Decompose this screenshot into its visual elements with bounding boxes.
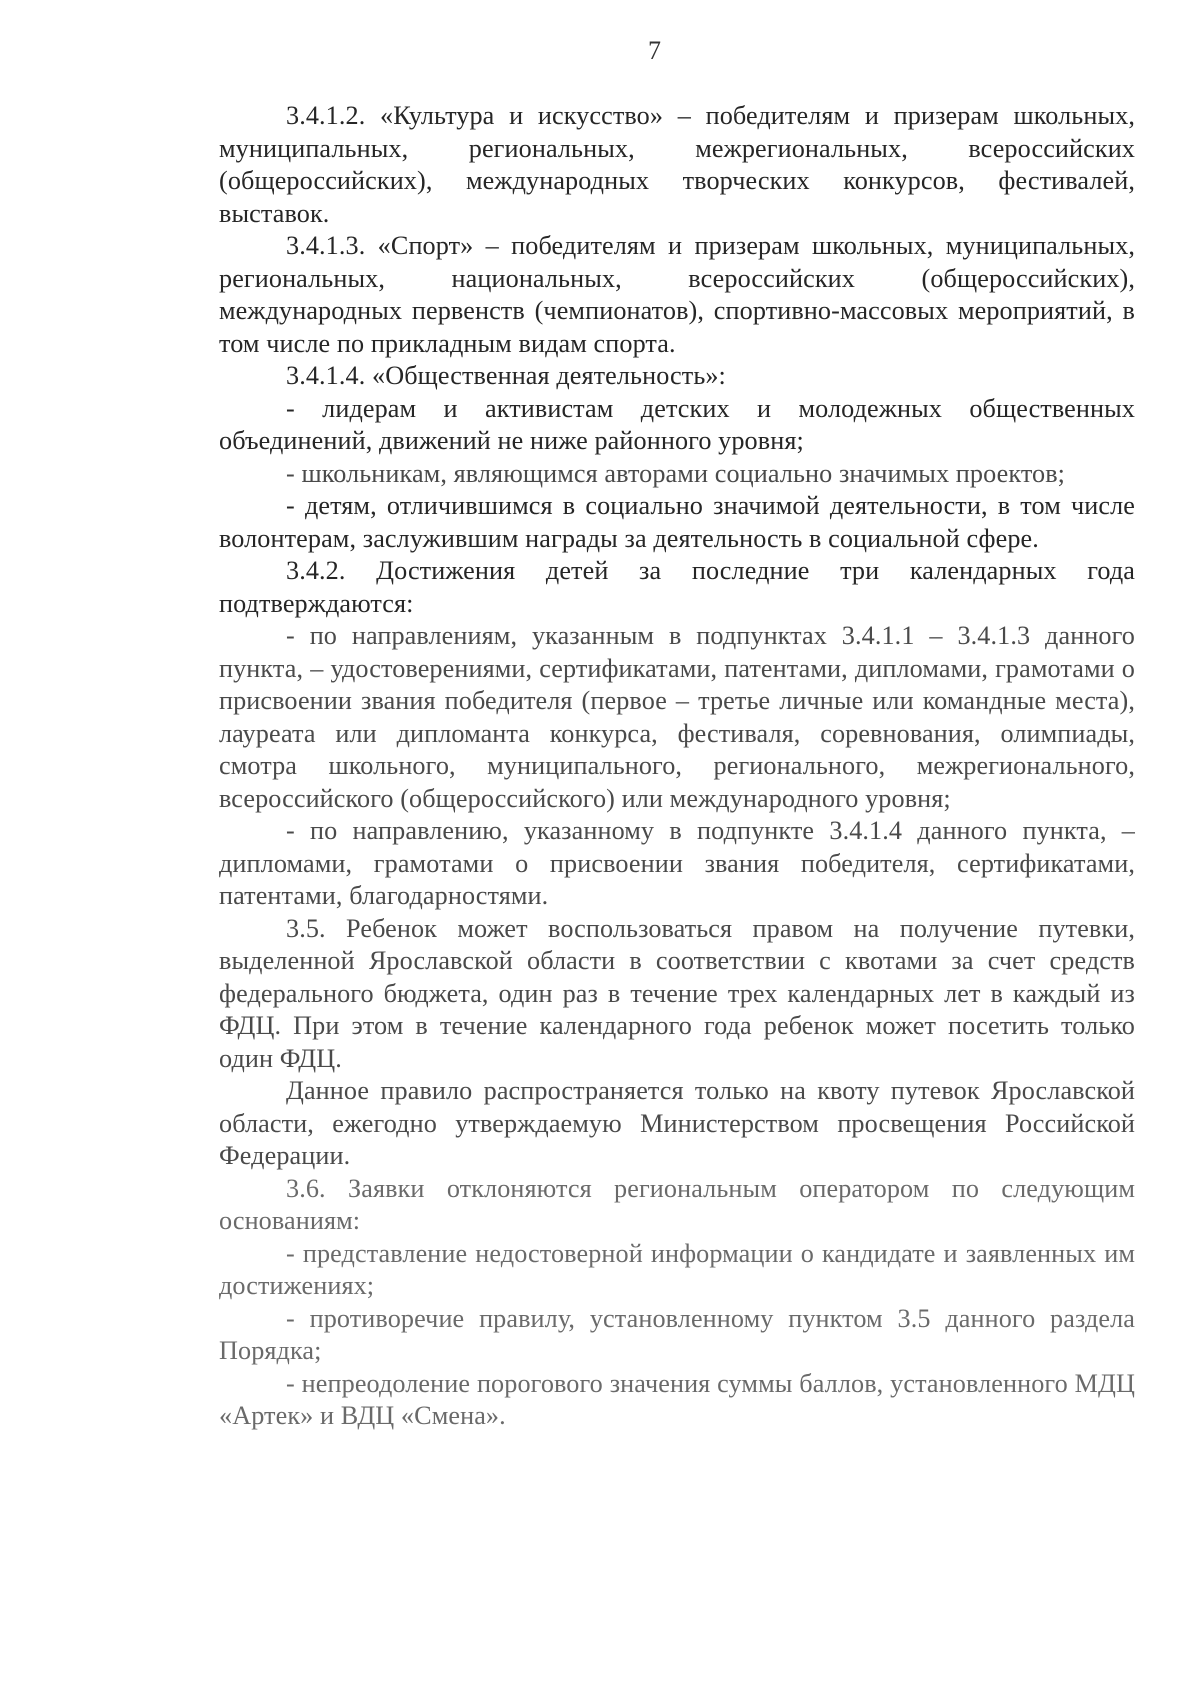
page-number: 7 (648, 36, 661, 65)
list-item-rejection-1: - представление недостоверной информации о кандидате и заявленных им достижениях; (219, 1238, 1135, 1300)
paragraph-3-4-2: 3.4.2. Достижения детей за последние три календарных года подтверждаются: (219, 556, 1135, 618)
paragraph-3-5: 3.5. Ребенок может воспользоваться правом на получение путевки, выделенной Ярославской области в соответствии с квотами за счет средств федерального бюджета, один раз в течение трех календарных лет в каждый из ФДЦ. При этом в течение календарного года ребенок может посетить только один ФДЦ. (219, 913, 1135, 1073)
list-item-schoolchildren: - школьникам, являющимся авторами социально значимых проектов; (286, 458, 1066, 488)
list-item-volunteers: - детям, отличившимся в социально значимой деятельности, в том числе волонтерам, заслужившим награды за деятельность в социальной сфере. (219, 491, 1135, 553)
list-item-rejection-3: - непреодоление порогового значения суммы баллов, установленного МДЦ «Артек» и ВДЦ «Смена». (219, 1368, 1135, 1430)
list-item-leaders: - лидерам и активистам детских и молодежных общественных объединений, движений не ниже районного уровня; (219, 393, 1135, 455)
paragraph-rule-scope: Данное правило распространяется только на квоту путевок Ярославской области, ежегодно утверждаемую Министерством просвещения Российской Федерации. (219, 1076, 1135, 1170)
document-body (219, 100, 1135, 1433)
paragraph-3-6: 3.6. Заявки отклоняются региональным оператором по следующим основаниям: (219, 1173, 1135, 1235)
paragraph-3-4-1-3: 3.4.1.3. «Спорт» – победителям и призерам школьных, муниципальных, региональных, национальных, всероссийских (общероссийских), международных первенств (чемпионатов), спортивно-массовых мероприятий, в том числе по прикладным видам спорта. (219, 231, 1135, 358)
paragraph-3-4-1-4: 3.4.1.4. «Общественная деятельность»: (286, 361, 726, 390)
list-item-confirmation-1: - по направлениям, указанным в подпунктах 3.4.1.1 – 3.4.1.3 данного пункта, – удостоверениями, сертификатами, патентами, дипломами, грамотами о присвоении звания победителя (первое – третье личные или командные места), лауреата или дипломанта конкурса, фестиваля, соревнования, олимпиады, смотра школьного, муниципального, регионального, межрегионального, всероссийского (общероссийского) или международного уровня; (219, 621, 1135, 813)
list-item-rejection-2: - противоречие правилу, установленному пунктом 3.5 данного раздела Порядка; (219, 1303, 1135, 1365)
paragraph-3-4-1-2: 3.4.1.2. «Культура и искусство» – победителям и призерам школьных, муниципальных, региональных, межрегиональных, всероссийских (общероссийских), международных творческих конкурсов, фестивалей, выставок. (219, 101, 1135, 228)
list-item-confirmation-2: - по направлению, указанному в подпункте 3.4.1.4 данного пункта, – дипломами, грамотами о присвоении звания победителя, сертификатами, патентами, благодарностями. (219, 816, 1135, 910)
